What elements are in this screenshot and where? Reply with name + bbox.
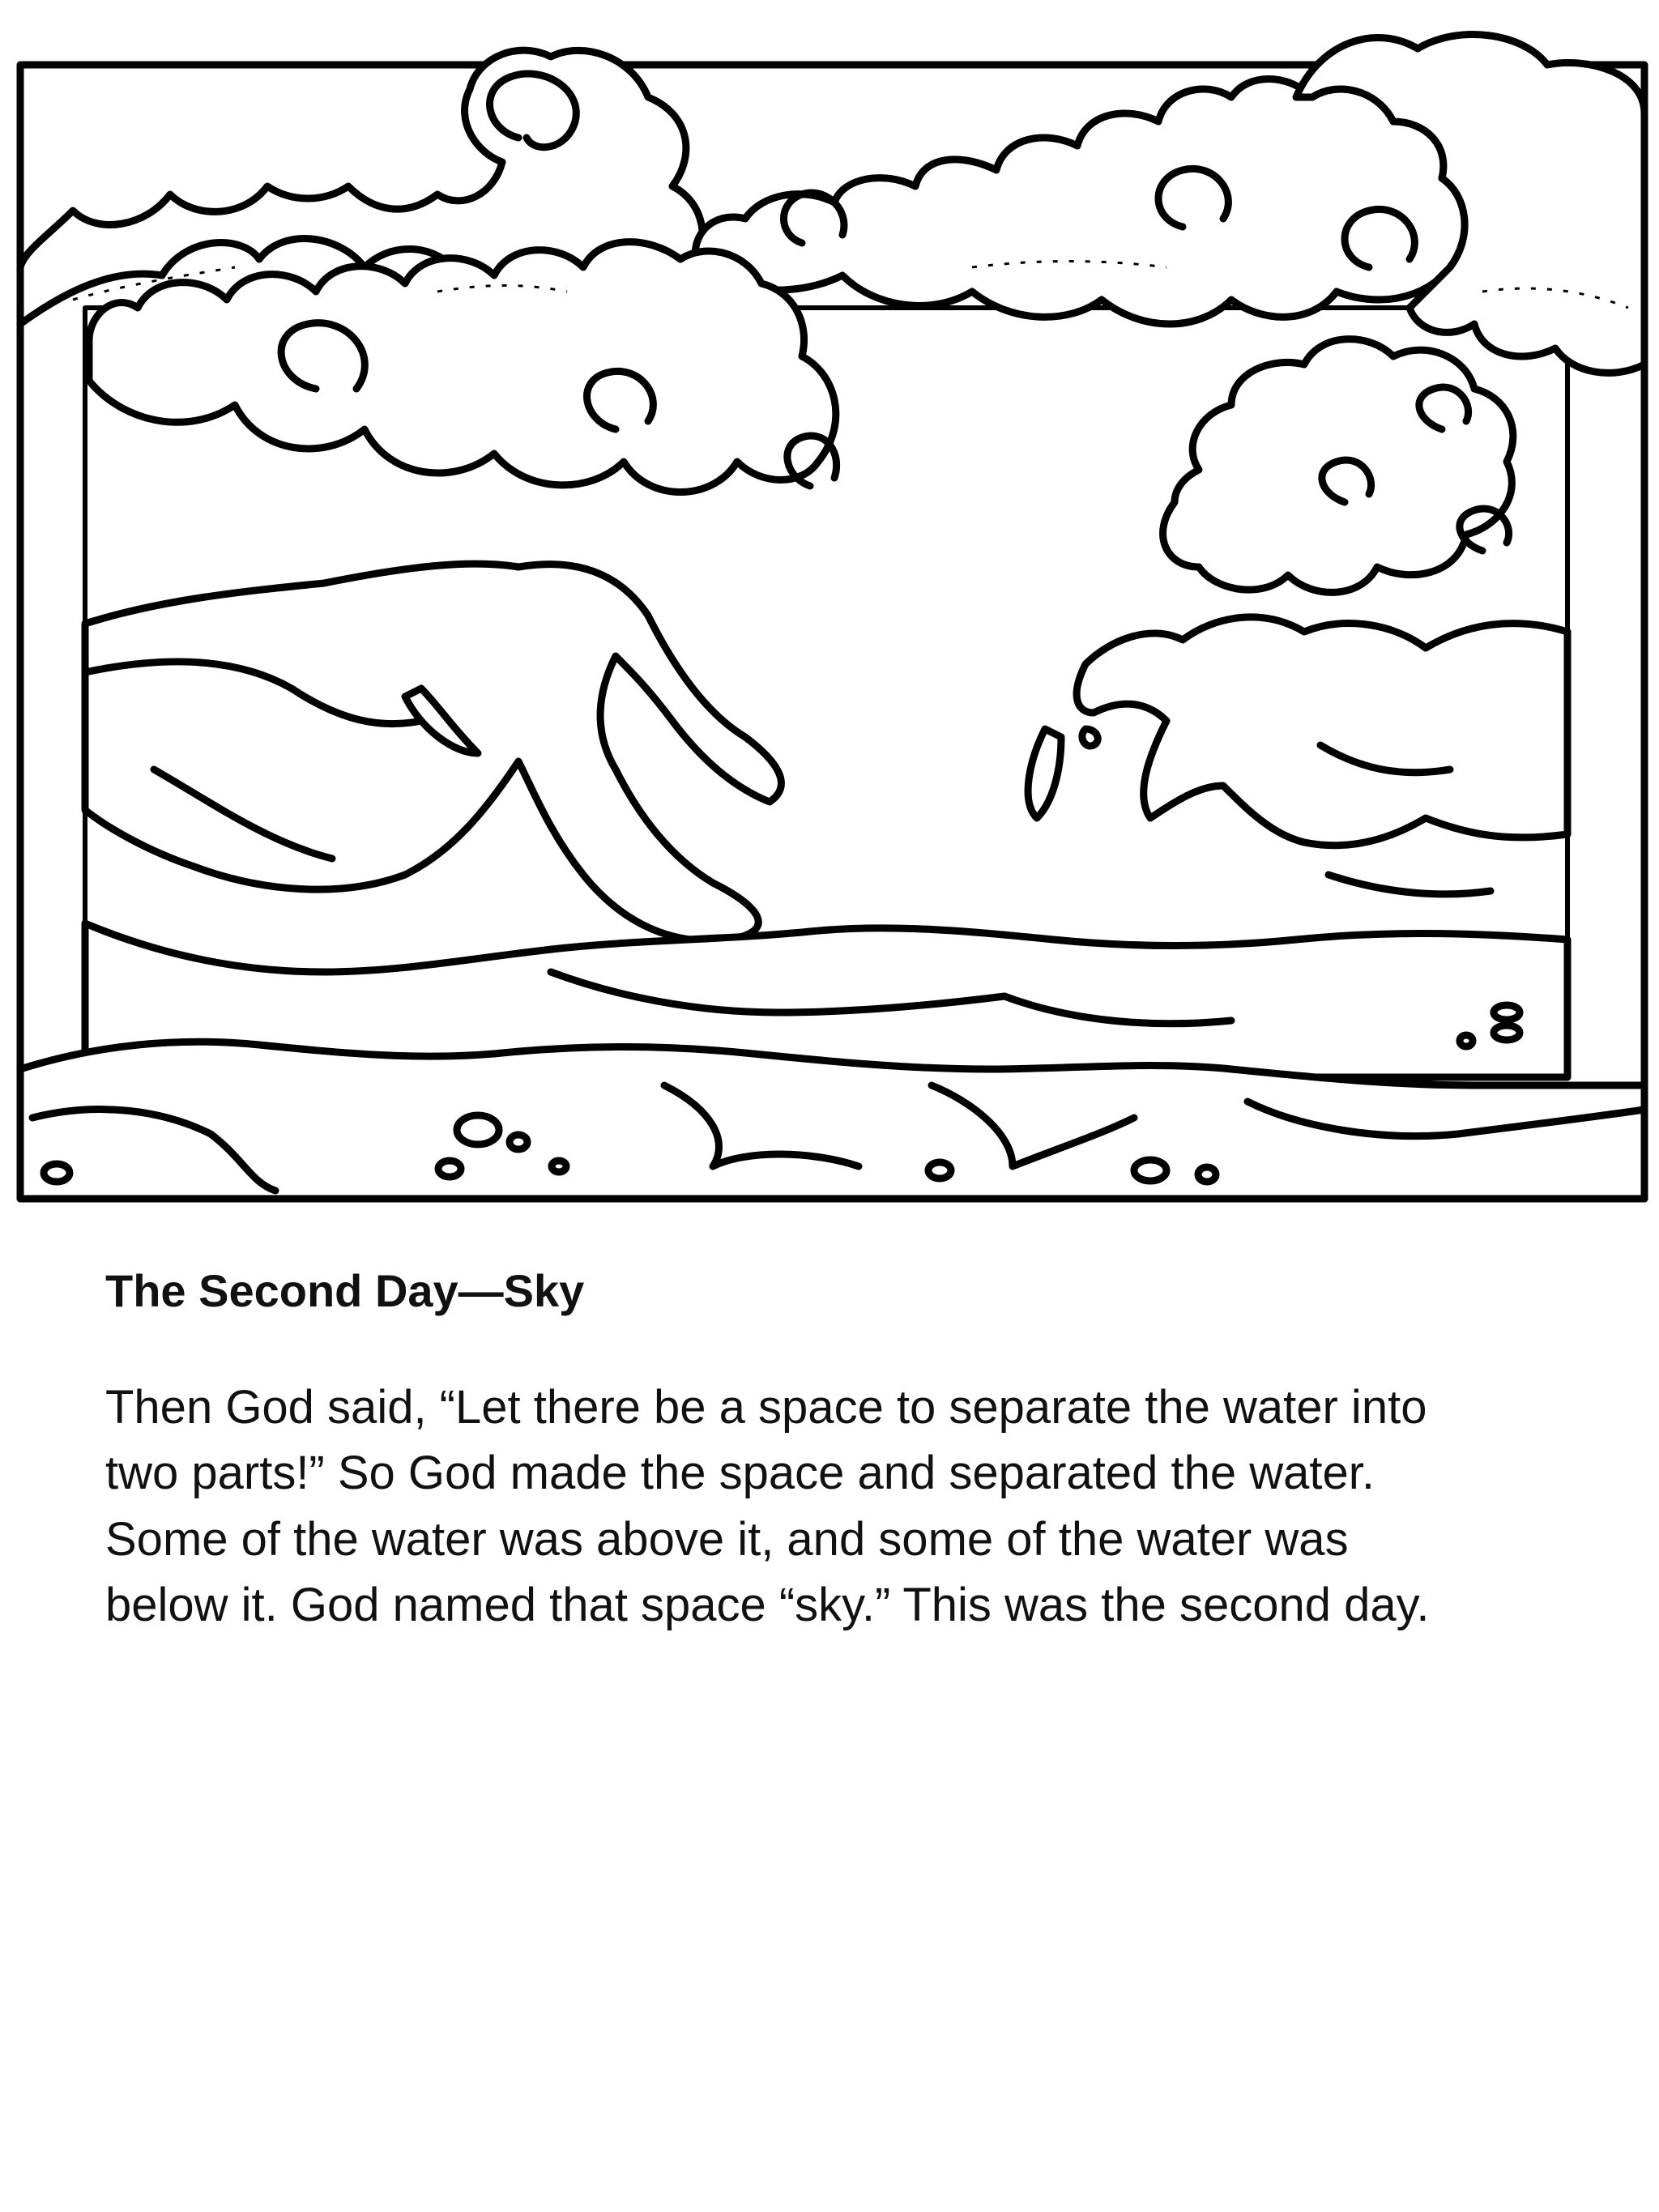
- wave-droplet-right: [1082, 729, 1098, 746]
- bubble: [44, 1164, 70, 1182]
- cloud-swirl-cluster-right: [1163, 339, 1513, 593]
- bubble: [928, 1162, 951, 1178]
- bubble: [552, 1161, 566, 1172]
- wave-crest-left: [85, 564, 781, 940]
- bubble: [1460, 1035, 1473, 1046]
- wave-crest-right: [1077, 617, 1567, 846]
- cloud-swirl-row-left: [89, 242, 836, 492]
- bubble: [510, 1135, 527, 1149]
- bubble: [457, 1115, 499, 1144]
- story-text-block: [105, 1264, 1563, 1638]
- bubble: [438, 1161, 461, 1177]
- bubble: [1494, 1025, 1520, 1040]
- wave-foam-right: [1028, 729, 1061, 818]
- cloud-bank-center: [695, 79, 1465, 325]
- bubble: [1198, 1167, 1216, 1182]
- bubble: [1494, 1005, 1520, 1020]
- bubble: [1134, 1160, 1166, 1181]
- wave-line-right-2: [1328, 875, 1491, 894]
- story-paragraph: Then God said, “Let there be a space to separate the water into two parts!” So God made the space and separated the water. Some of the water was above it, and some of the water was below it. God named that space “sky.” This was the second day.: [105, 1381, 1430, 1631]
- page-title: The Second Day—Sky: [105, 1265, 585, 1316]
